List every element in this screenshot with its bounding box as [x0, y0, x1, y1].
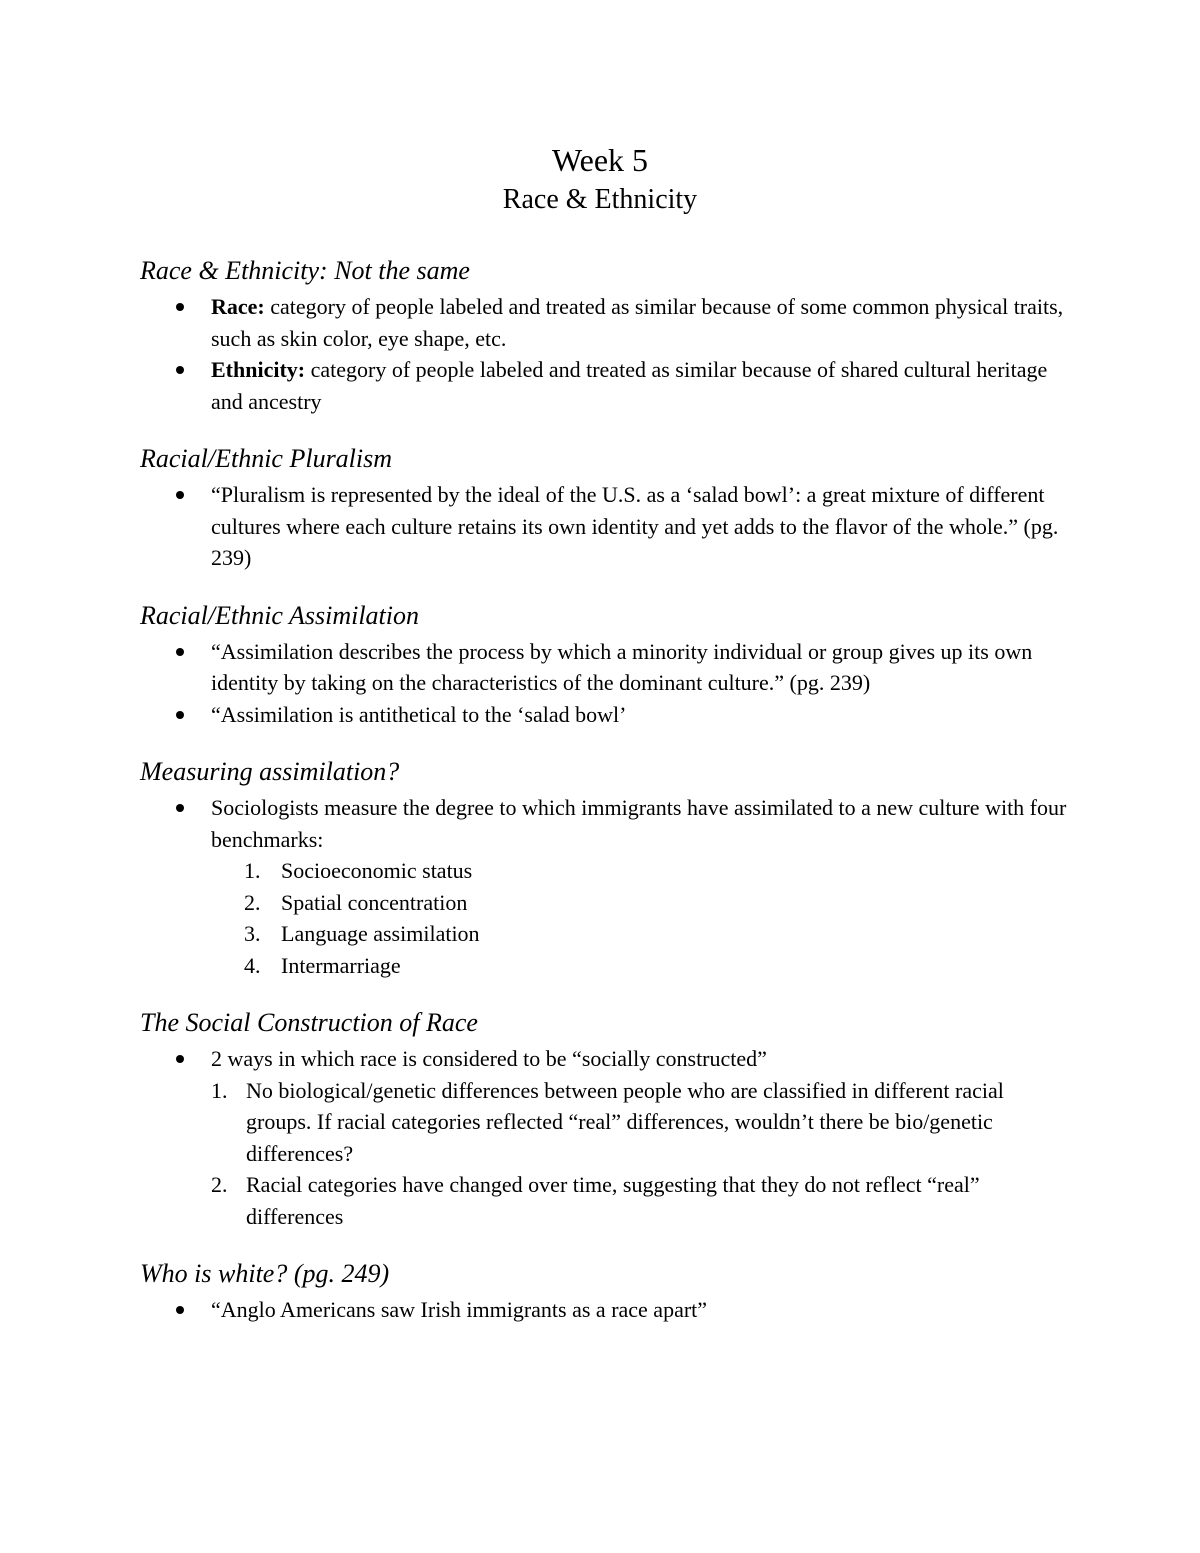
section-measuring-assimilation: [140, 752, 1070, 981]
item-number: 1.: [211, 1077, 228, 1103]
bullet-list: [140, 479, 1070, 574]
section-social-construction: [140, 1003, 1070, 1232]
section-heading: Racial/Ethnic Assimilation: [140, 600, 420, 630]
page-subtitle: Race & Ethnicity: [502, 184, 698, 215]
item-text: Racial categories have changed over time, suggesting that they do not reflect “real” differences: [246, 1172, 980, 1229]
bullet-text: “Anglo Americans saw Irish immigrants as a race apart”: [211, 1297, 708, 1322]
bullet-text: Sociologists measure the degree to which immigrants have assimilated to a new culture with four benchmarks:: [211, 795, 1067, 852]
bullet-list: [140, 636, 1070, 731]
item-text: Intermarriage: [281, 952, 401, 978]
item-number: 2.: [211, 1172, 228, 1197]
bullet-text: category of people labeled and treated as similar because of shared cultural heritage and ancestry: [211, 357, 1048, 414]
numbered-item: [140, 918, 1070, 950]
item-number: 2.: [244, 889, 261, 915]
bullet-text: “Assimilation is antithetical to the ‘salad bowl’: [211, 701, 627, 727]
title-block: [0, 140, 1200, 220]
bullet-text: category of people labeled and treated as similar because of some common physical traits, such as skin color, eye shape, etc.: [211, 294, 1064, 351]
item-number: 1.: [244, 858, 261, 883]
bullet-list: [140, 291, 1070, 417]
bullet-item: [140, 291, 1070, 354]
bullet-item: [140, 354, 1070, 417]
section-assimilation: [140, 596, 1070, 731]
numbered-item: [140, 1075, 1070, 1170]
bullet-item: [140, 1294, 1070, 1326]
bullet-text: “Pluralism is represented by the ideal of the U.S. as a ‘salad bowl’: a great mixture of different cultures where each culture retains its own identity and yet adds to the flavor of the whole.” (pg. 239): [211, 482, 1059, 570]
numbered-item: [140, 1169, 1070, 1232]
item-text: No biological/genetic differences between people who are classified in different racial groups. If racial categories reflected “real” differences, wouldn’t there be bio/genetic differences?: [246, 1077, 1004, 1166]
numbered-item: [140, 855, 1070, 887]
section-heading: Racial/Ethnic Pluralism: [140, 444, 393, 473]
section-race-ethnicity: [140, 251, 1070, 417]
bullet-term: Ethnicity:: [211, 357, 306, 382]
bullet-list: [140, 1294, 1070, 1326]
bullet-item: [140, 479, 1070, 574]
bullet-item: [140, 699, 1070, 731]
item-number: 3.: [244, 921, 261, 946]
page-title: Week 5: [551, 142, 649, 178]
numbered-item: [140, 950, 1070, 982]
item-number: 4.: [244, 952, 261, 978]
bullet-text: 2 ways in which race is considered to be “socially constructed”: [211, 1046, 767, 1071]
numbered-list: [140, 1075, 1070, 1233]
item-text: Language assimilation: [281, 921, 480, 946]
numbered-list: [140, 855, 1070, 981]
section-heading: The Social Construction of Race: [140, 1008, 478, 1037]
document-content: [140, 251, 1070, 1348]
section-heading: Measuring assimilation?: [140, 757, 400, 786]
bullet-text: “Assimilation describes the process by which a minority individual or group gives up its own identity by taking on the characteristics of the dominant culture.” (pg. 239): [211, 638, 1033, 695]
item-text: Socioeconomic status: [281, 858, 473, 883]
bullet-item: [140, 1043, 1070, 1075]
bullet-item: [140, 792, 1070, 855]
numbered-item: [140, 887, 1070, 919]
section-pluralism: [140, 439, 1070, 574]
section-heading: Who is white? (pg. 249): [140, 1259, 390, 1288]
section-who-is-white: [140, 1254, 1070, 1326]
bullet-term: Race:: [211, 294, 265, 319]
item-text: Spatial concentration: [281, 889, 468, 915]
bullet-list: [140, 1043, 1070, 1075]
section-heading: Race & Ethnicity: Not the same: [140, 256, 470, 285]
bullet-list: [140, 792, 1070, 855]
bullet-item: [140, 636, 1070, 699]
